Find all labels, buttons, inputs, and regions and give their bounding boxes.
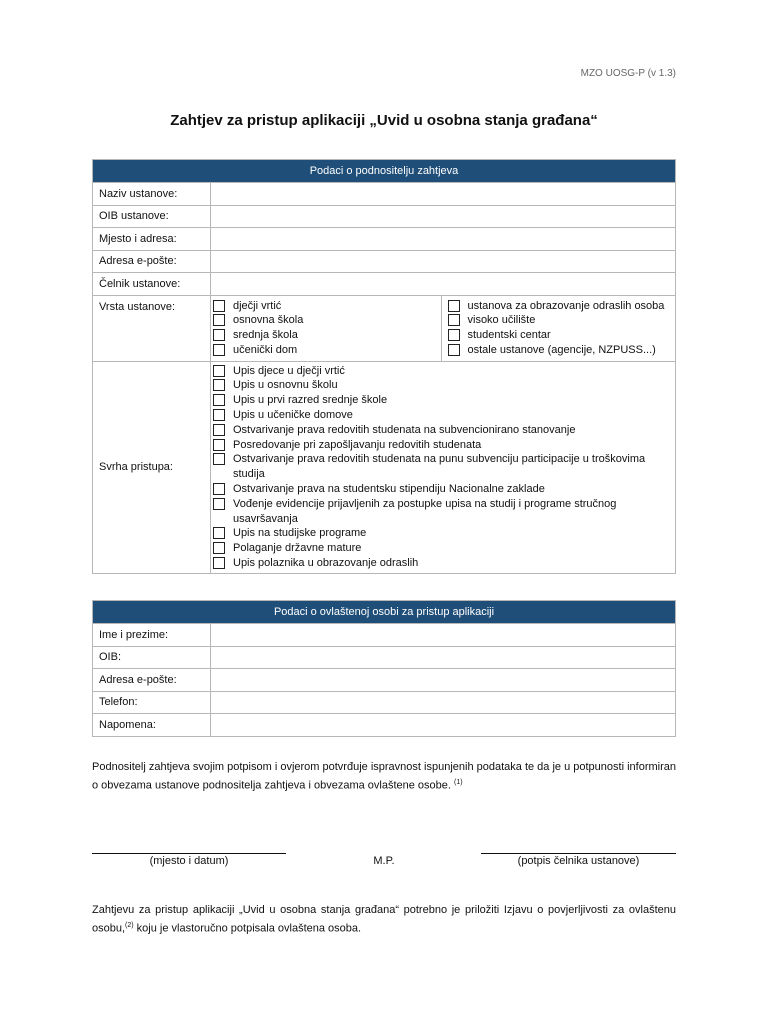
checkbox[interactable]	[448, 300, 460, 312]
checkbox-option[interactable]	[211, 364, 675, 379]
table-row	[93, 250, 676, 273]
checkbox-option[interactable]	[211, 378, 675, 393]
table-row	[93, 273, 676, 296]
access-purpose-row	[93, 361, 676, 573]
checkbox-option[interactable]	[211, 482, 675, 497]
checkbox-label: Ostvarivanje prava redovitih studenata na subvencionirano stanovanje	[233, 423, 576, 436]
document-code: MZO UOSG-P (v 1.3)	[580, 68, 676, 79]
checkbox-label: Posredovanje pri zapošljavanju redovitih studenata	[233, 438, 482, 451]
table-row	[93, 205, 676, 228]
full-name-label: Ime i prezime:	[93, 624, 211, 647]
access-purpose-label: Svrha pristupa:	[93, 361, 211, 573]
checkbox-label: Upis djece u dječji vrtić	[233, 364, 345, 377]
checkbox-label: Vođenje evidencije prijavljenih za postupke upisa na studij i programe stručnog usavršavanja	[233, 497, 617, 525]
checkbox-option[interactable]	[211, 343, 441, 358]
checkbox[interactable]	[213, 439, 225, 451]
checkbox[interactable]	[213, 498, 225, 510]
remark-label: Napomena:	[93, 714, 211, 737]
checkbox-option[interactable]	[446, 328, 676, 343]
checkbox-option[interactable]	[211, 408, 675, 423]
attachment-text-end: koju je vlastoručno potpisala ovlaštena osoba.	[133, 922, 362, 935]
footnote-ref: (1)	[454, 779, 463, 786]
checkbox-label: Polaganje državne mature	[233, 542, 362, 555]
institution-email-label: Adresa e-pošte:	[93, 250, 211, 273]
authorized-header-row	[93, 601, 676, 624]
email-label: Adresa e-pošte:	[93, 669, 211, 692]
institution-head-field[interactable]	[211, 273, 676, 296]
checkbox[interactable]	[213, 483, 225, 495]
oib-label: OIB:	[93, 646, 211, 669]
checkbox[interactable]	[448, 329, 460, 341]
checkbox-option[interactable]	[211, 328, 441, 343]
institution-type-label: Vrsta ustanove:	[93, 295, 211, 361]
place-address-field[interactable]	[211, 228, 676, 251]
checkbox[interactable]	[213, 394, 225, 406]
page-title: Zahtjev za pristup aplikaciji „Uvid u osobna stanja građana“	[170, 112, 598, 129]
head-signature-line	[481, 853, 676, 854]
applicant-header-row	[93, 160, 676, 183]
footnote-ref: (2)	[125, 922, 134, 929]
institution-oib-label: OIB ustanove:	[93, 205, 211, 228]
place-date-line	[92, 853, 286, 854]
checkbox-option[interactable]	[211, 452, 675, 482]
checkbox-option[interactable]	[211, 299, 441, 314]
checkbox[interactable]	[213, 365, 225, 377]
checkbox-option[interactable]	[446, 299, 676, 314]
institution-type-right-column	[442, 296, 676, 361]
checkbox-option[interactable]	[446, 343, 676, 358]
checkbox-label: Upis u osnovnu školu	[233, 379, 338, 392]
attachment-text: Zahtjevu za pristup aplikaciji „Uvid u osobna stanja građana“ potrebno je priložiti Izjavu o povjerljivosti za ovlaštenu osobu,	[92, 904, 676, 935]
institution-name-label: Naziv ustanove:	[93, 183, 211, 206]
checkbox-label: studentski centar	[467, 329, 551, 342]
table-row	[93, 714, 676, 737]
table-row	[93, 691, 676, 714]
checkbox-label: ustanova za obrazovanje odraslih osoba	[467, 299, 665, 312]
checkbox[interactable]	[213, 409, 225, 421]
authorized-person-table	[92, 600, 676, 737]
checkbox[interactable]	[213, 329, 225, 341]
email-field[interactable]	[211, 669, 676, 692]
phone-field[interactable]	[211, 691, 676, 714]
remark-field[interactable]	[211, 714, 676, 737]
table-row	[93, 624, 676, 647]
checkbox[interactable]	[448, 344, 460, 356]
checkbox-option[interactable]	[211, 556, 675, 571]
institution-email-field[interactable]	[211, 250, 676, 273]
checkbox-option[interactable]	[446, 313, 676, 328]
institution-type-left-column	[211, 296, 442, 361]
table-row	[93, 646, 676, 669]
checkbox-label: osnovna škola	[233, 314, 304, 327]
checkbox-label: Upis u učeničke domove	[233, 409, 353, 422]
place-address-label: Mjesto i adresa:	[93, 228, 211, 251]
attachment-paragraph	[92, 903, 676, 937]
checkbox[interactable]	[213, 542, 225, 554]
checkbox-option[interactable]	[211, 526, 675, 541]
checkbox-option[interactable]	[211, 423, 675, 438]
checkbox[interactable]	[213, 314, 225, 326]
checkbox[interactable]	[213, 424, 225, 436]
applicant-header: Podaci o podnositelju zahtjeva	[93, 160, 676, 183]
table-row	[93, 228, 676, 251]
checkbox[interactable]	[213, 379, 225, 391]
checkbox[interactable]	[213, 453, 225, 465]
checkbox[interactable]	[448, 314, 460, 326]
statement-paragraph	[92, 760, 676, 794]
institution-oib-field[interactable]	[211, 205, 676, 228]
checkbox-label: Upis polaznika u obrazovanje odraslih	[233, 557, 419, 570]
table-row	[93, 669, 676, 692]
checkbox-label: Upis na studijske programe	[233, 527, 367, 540]
applicant-table	[92, 159, 676, 574]
checkbox-label: ostale ustanove (agencije, NZPUSS...)	[467, 343, 656, 356]
checkbox-option[interactable]	[211, 438, 675, 453]
statement-text: Podnositelj zahtjeva svojim potpisom i ovjerom potvrđuje ispravnost ispunjenih podataka te da je u potpunosti informiran o obvezama ustanove podnositelja zahtjeva i obvezama ovlaštene osobe.	[92, 761, 676, 792]
checkbox-option[interactable]	[211, 313, 441, 328]
checkbox-option[interactable]	[211, 497, 675, 527]
oib-field[interactable]	[211, 646, 676, 669]
place-date-label: (mjesto i datum)	[149, 855, 229, 867]
institution-type-row	[93, 295, 676, 361]
head-signature-label: (potpis čelnika ustanove)	[517, 855, 640, 867]
checkbox-label: učenički dom	[233, 343, 298, 356]
checkbox-label: visoko učilište	[467, 314, 536, 327]
checkbox[interactable]	[213, 344, 225, 356]
checkbox-label: Ostvarivanje prava na studentsku stipendiju Nacionalne zaklade	[233, 483, 545, 496]
checkbox-label: Ostvarivanje prava redovitih studenata na punu subvenciju participacije u troškovima studija	[233, 453, 646, 481]
checkbox-option[interactable]	[211, 541, 675, 556]
checkbox-label: Upis u prvi razred srednje škole	[233, 394, 388, 407]
checkbox-option[interactable]	[211, 393, 675, 408]
checkbox[interactable]	[213, 300, 225, 312]
phone-label: Telefon:	[93, 691, 211, 714]
access-purpose-cell	[211, 361, 676, 573]
checkbox-label: dječji vrtić	[233, 299, 282, 312]
checkbox-label: srednja škola	[233, 329, 298, 342]
checkbox[interactable]	[213, 557, 225, 569]
authorized-header: Podaci o ovlaštenoj osobi za pristup aplikaciji	[93, 601, 676, 624]
seal-label: M.P.	[373, 855, 395, 867]
checkbox[interactable]	[213, 527, 225, 539]
institution-type-cell	[211, 295, 676, 361]
table-row	[93, 183, 676, 206]
institution-head-label: Čelnik ustanove:	[93, 273, 211, 296]
full-name-field[interactable]	[211, 624, 676, 647]
institution-name-field[interactable]	[211, 183, 676, 206]
